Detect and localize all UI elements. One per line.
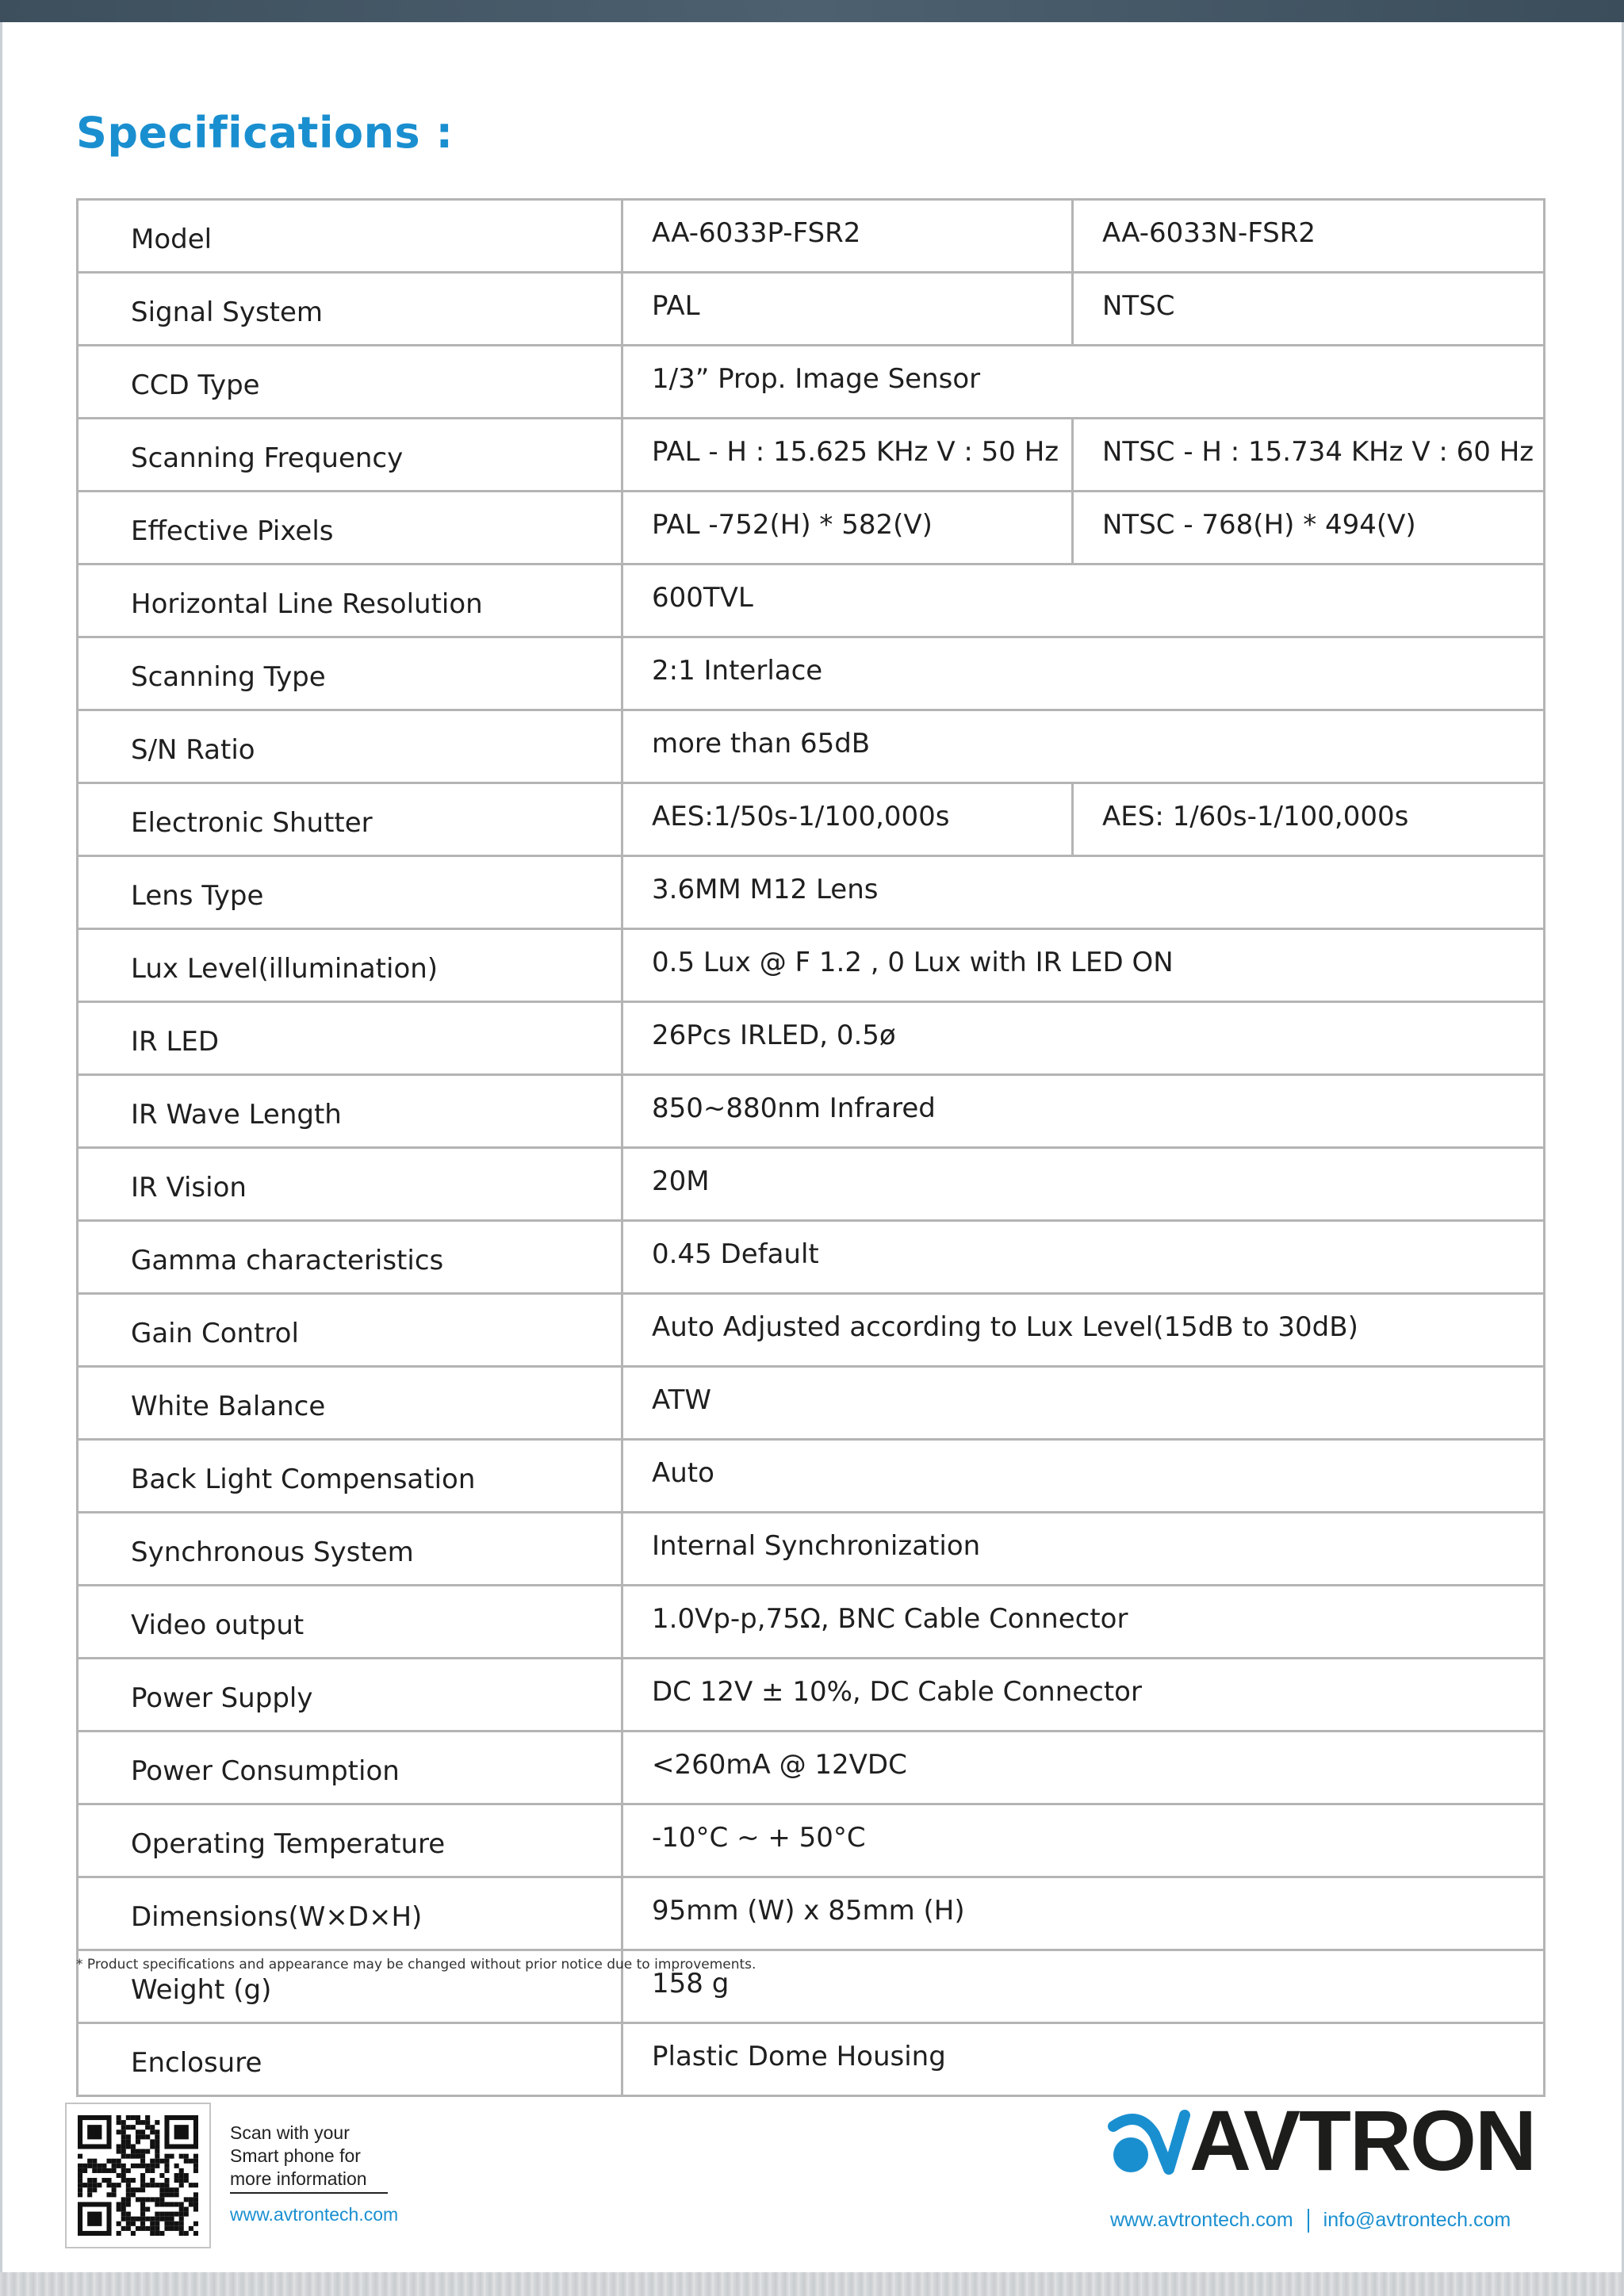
spec-label: Synchronous System — [78, 1513, 622, 1586]
spec-label: Electronic Shutter — [78, 783, 622, 856]
bottom-footer-band — [0, 2272, 1624, 2296]
spec-row — [78, 1440, 1545, 1513]
spec-label: Scanning Frequency — [78, 419, 622, 492]
spec-label: Power Consumption — [78, 1732, 622, 1804]
spec-value: 600TVL — [622, 564, 1545, 637]
spec-value: -10°C ~ + 50°C — [622, 1804, 1545, 1877]
spec-label: Weight (g) — [78, 1950, 622, 2023]
spec-value: <260mA @ 12VDC — [622, 1732, 1545, 1804]
disclaimer-note: * Product specifications and appearance may be changed without prior notice due to improvements. — [76, 1957, 756, 1973]
logo-mark-icon — [1107, 2103, 1194, 2179]
spec-value: 1/3” Prop. Image Sensor — [622, 346, 1545, 419]
spec-row — [78, 710, 1545, 783]
spec-label: IR Vision — [78, 1148, 622, 1221]
spec-row — [78, 564, 1545, 637]
email-link[interactable]: info@avtrontech.com — [1323, 2209, 1511, 2231]
spec-value: AES:1/50s-1/100,000s — [622, 783, 1073, 856]
spec-row — [78, 1586, 1545, 1659]
spec-row — [78, 929, 1545, 1002]
spec-value: PAL — [622, 273, 1073, 346]
spec-row — [78, 1367, 1545, 1440]
spec-value: 20M — [622, 1148, 1545, 1221]
scan-line-2: Smart phone for — [230, 2145, 361, 2166]
spec-row — [78, 637, 1545, 710]
spec-value: 26Pcs IRLED, 0.5ø — [622, 1002, 1545, 1075]
spec-value: 0.45 Default — [622, 1221, 1545, 1294]
spec-row — [78, 1002, 1545, 1075]
left-frame-line — [0, 22, 2, 2272]
spec-value: more than 65dB — [622, 710, 1545, 783]
spec-label: Power Supply — [78, 1659, 622, 1732]
spec-row — [78, 1513, 1545, 1586]
spec-value: ATW — [622, 1367, 1545, 1440]
spec-row — [78, 200, 1545, 273]
specifications-table — [76, 198, 1545, 2097]
spec-row — [78, 1075, 1545, 1148]
spec-label: IR Wave Length — [78, 1075, 622, 1148]
spec-value: PAL -752(H) * 582(V) — [622, 492, 1073, 564]
spec-value: 1.0Vp-p,75Ω, BNC Cable Connector — [622, 1586, 1545, 1659]
spec-row — [78, 492, 1545, 564]
spec-row — [78, 1221, 1545, 1294]
spec-value: DC 12V ± 10%, DC Cable Connector — [622, 1659, 1545, 1732]
spec-value: AA-6033N-FSR2 — [1073, 200, 1545, 273]
page-title: Specifications : — [76, 108, 454, 158]
spec-row — [78, 1148, 1545, 1221]
scan-line-1: Scan with your — [230, 2122, 350, 2143]
spec-label: White Balance — [78, 1367, 622, 1440]
contact-links — [1110, 2209, 1511, 2233]
spec-value: Plastic Dome Housing — [622, 2023, 1545, 2096]
qr-code-icon — [78, 2115, 198, 2236]
spec-row — [78, 783, 1545, 856]
spec-value: AES: 1/60s-1/100,000s — [1073, 783, 1545, 856]
spec-row — [78, 419, 1545, 492]
scan-line-3: more information — [230, 2168, 388, 2194]
website-link[interactable]: www.avtrontech.com — [1110, 2209, 1293, 2231]
spec-value: 3.6MM M12 Lens — [622, 856, 1545, 929]
spec-row — [78, 1294, 1545, 1367]
spec-value: NTSC - H : 15.734 KHz V : 60 Hz — [1073, 419, 1545, 492]
spec-value: 158 g — [622, 1950, 1545, 2023]
spec-label: Back Light Compensation — [78, 1440, 622, 1513]
spec-value: 0.5 Lux @ F 1.2 , 0 Lux with IR LED ON — [622, 929, 1545, 1002]
contact-separator — [1308, 2209, 1309, 2233]
spec-value: NTSC — [1073, 273, 1545, 346]
spec-label: Dimensions(W×D×H) — [78, 1877, 622, 1950]
spec-value: 95mm (W) x 85mm (H) — [622, 1877, 1545, 1950]
spec-row — [78, 346, 1545, 419]
spec-value: 2:1 Interlace — [622, 637, 1545, 710]
spec-row — [78, 1877, 1545, 1950]
spec-label: IR LED — [78, 1002, 622, 1075]
spec-label: Signal System — [78, 273, 622, 346]
spec-row — [78, 1804, 1545, 1877]
spec-row — [78, 2023, 1545, 2096]
spec-label: Gain Control — [78, 1294, 622, 1367]
spec-label: Gamma characteristics — [78, 1221, 622, 1294]
scan-website-link[interactable]: www.avtrontech.com — [230, 2204, 399, 2225]
spec-value: Auto Adjusted according to Lux Level(15dB to 30dB) — [622, 1294, 1545, 1367]
spec-value: AA-6033P-FSR2 — [622, 200, 1073, 273]
spec-label: Enclosure — [78, 2023, 622, 2096]
spec-label: CCD Type — [78, 346, 622, 419]
spec-label: Horizontal Line Resolution — [78, 564, 622, 637]
spec-row — [78, 856, 1545, 929]
spec-row — [78, 1732, 1545, 1804]
spec-label: Lux Level(illumination) — [78, 929, 622, 1002]
scan-instructions — [230, 2122, 388, 2194]
spec-label: Model — [78, 200, 622, 273]
avtron-logo — [1107, 2092, 1535, 2188]
qr-code — [65, 2103, 211, 2248]
spec-value: Internal Synchronization — [622, 1513, 1545, 1586]
spec-label: Video output — [78, 1586, 622, 1659]
spec-row — [78, 1659, 1545, 1732]
brand-name: AVTRON — [1189, 2092, 1535, 2188]
spec-label: S/N Ratio — [78, 710, 622, 783]
spec-row — [78, 273, 1545, 346]
spec-label: Lens Type — [78, 856, 622, 929]
spec-value: PAL - H : 15.625 KHz V : 50 Hz — [622, 419, 1073, 492]
spec-value: 850~880nm Infrared — [622, 1075, 1545, 1148]
top-header-band — [0, 0, 1624, 22]
spec-value: NTSC - 768(H) * 494(V) — [1073, 492, 1545, 564]
spec-value: Auto — [622, 1440, 1545, 1513]
spec-label: Scanning Type — [78, 637, 622, 710]
spec-label: Operating Temperature — [78, 1804, 622, 1877]
spec-label: Effective Pixels — [78, 492, 622, 564]
